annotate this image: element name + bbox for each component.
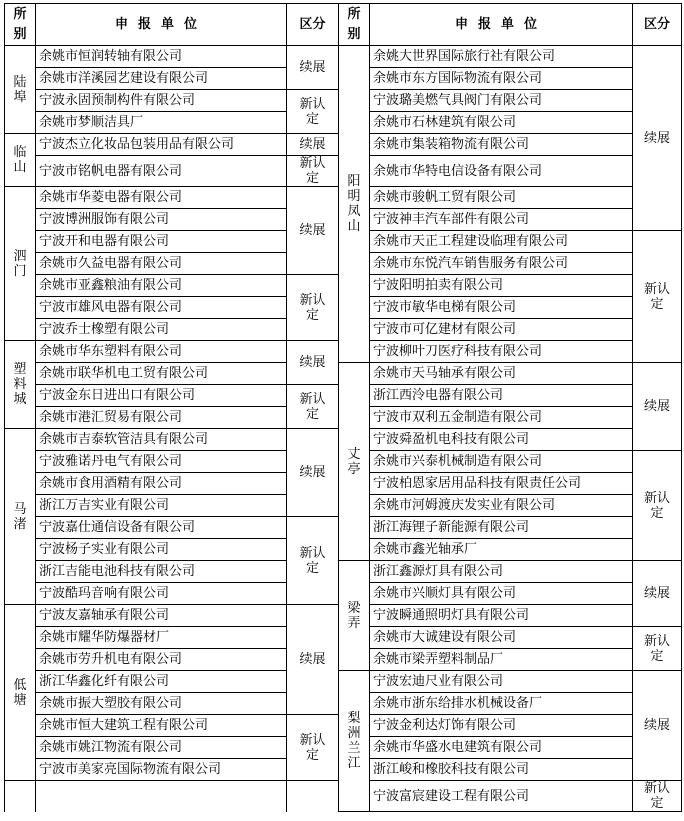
left-region-cell — [5, 187, 36, 341]
left-company-name: 余姚市食用酒精有限公司 — [36, 473, 287, 495]
status-label: 新认定 — [299, 292, 326, 323]
status-label: 新认定 — [299, 156, 326, 186]
right-company-name: 宁波市敏华电梯有限公司 — [370, 297, 633, 319]
status-label: 续展 — [299, 465, 326, 480]
table-row — [5, 561, 682, 583]
left-company-name: 宁波市铭帆电器有限公司 — [36, 156, 287, 187]
status-label: 新认定 — [299, 545, 326, 576]
status-label: 新认定 — [643, 781, 670, 811]
left-company-name: 浙江万吉实业有限公司 — [36, 495, 287, 517]
left-company-name: 余姚市梦顺洁具厂 — [36, 112, 287, 134]
left-company-name: 余姚市耀华防爆器材厂 — [36, 627, 287, 649]
region-label: 陆埠 — [13, 74, 27, 105]
right-company-name: 余姚市石林建筑有限公司 — [370, 112, 633, 134]
region-label: 梁弄 — [347, 600, 361, 631]
right-company-name: 宁波市可亿建材有限公司 — [370, 319, 633, 341]
right-company-name: 余姚市华盛水电建筑有限公司 — [370, 737, 633, 759]
left-company-name: 宁波杰立化妆品包装用品有限公司 — [36, 134, 287, 156]
right-company-name: 余姚市华特电信设备有限公司 — [370, 156, 633, 187]
left-status-cell — [287, 715, 339, 781]
right-company-name: 宁波市双利五金制造有限公司 — [370, 407, 633, 429]
right-status-cell — [633, 46, 682, 231]
region-label: 临山 — [13, 145, 27, 175]
right-company-name: 浙江峻和橡胶科技有限公司 — [370, 759, 633, 781]
status-label: 新认定 — [299, 732, 326, 763]
left-status-cell — [287, 605, 339, 715]
right-status-cell — [633, 627, 682, 671]
header-unit: 申报单位 — [36, 4, 287, 46]
table-row — [5, 46, 682, 68]
right-region-cell — [339, 46, 370, 363]
table-row — [5, 363, 682, 385]
right-company-name: 宁波柏恩家居用品科技有限责任公司 — [370, 473, 633, 495]
right-company-name: 余姚大世界国际旅行社有限公司 — [370, 46, 633, 68]
left-company-name: 宁波博洲服饰有限公司 — [36, 209, 287, 231]
right-company-name: 余姚市兴顺灯具有限公司 — [370, 583, 633, 605]
left-region-cell — [5, 134, 36, 187]
header-category: 区分 — [287, 4, 339, 46]
right-region-cell — [339, 363, 370, 561]
right-company-name: 宁波阳明拍卖有限公司 — [370, 275, 633, 297]
left-company-name: 宁波酷玛音响有限公司 — [36, 583, 287, 605]
left-company-name: 余姚市劳升机电有限公司 — [36, 649, 287, 671]
right-company-name: 余姚市河姆渡庆发实业有限公司 — [370, 495, 633, 517]
left-company-name: 宁波永固预制构件有限公司 — [36, 90, 287, 112]
region-label: 低塘 — [13, 677, 27, 708]
right-company-name: 浙江鑫源灯具有限公司 — [370, 561, 633, 583]
left-company-name: 宁波开和电器有限公司 — [36, 231, 287, 253]
left-status-cell — [287, 275, 339, 341]
right-company-name: 宁波舜盈机电科技有限公司 — [370, 429, 633, 451]
left-company-name: 余姚市恒大建筑工程有限公司 — [36, 715, 287, 737]
status-label: 新认定 — [643, 633, 670, 664]
empty-cell — [36, 781, 287, 812]
header-region: 所别 — [339, 4, 370, 46]
status-label: 续展 — [299, 137, 326, 152]
left-company-name: 宁波市美家亮国际物流有限公司 — [36, 759, 287, 781]
left-company-name: 宁波市雄风电器有限公司 — [36, 297, 287, 319]
right-region-cell — [339, 671, 370, 812]
right-status-cell — [633, 561, 682, 627]
left-status-cell — [287, 187, 339, 275]
left-status-cell — [287, 385, 339, 429]
left-company-name: 余姚市联华机电工贸有限公司 — [36, 363, 287, 385]
status-label: 续展 — [643, 130, 670, 146]
left-company-name: 宁波友嘉轴承有限公司 — [36, 605, 287, 627]
right-company-name: 浙江海锂子新能源有限公司 — [370, 517, 633, 539]
status-label: 续展 — [299, 355, 326, 370]
region-label: 丈亭 — [347, 446, 361, 477]
right-company-name: 余姚市天马轴承有限公司 — [370, 363, 633, 385]
left-company-name: 浙江华鑫化纤有限公司 — [36, 671, 287, 693]
status-label: 续展 — [643, 718, 670, 733]
right-status-cell — [633, 781, 682, 812]
left-company-name: 余姚市恒润转轴有限公司 — [36, 46, 287, 68]
right-status-cell — [633, 451, 682, 561]
left-status-cell — [287, 156, 339, 187]
left-company-name: 余姚市华东塑料有限公司 — [36, 341, 287, 363]
left-company-name: 宁波乔士橡塑有限公司 — [36, 319, 287, 341]
right-status-cell — [633, 671, 682, 781]
right-status-cell — [633, 231, 682, 363]
left-status-cell — [287, 134, 339, 156]
status-label: 续展 — [299, 652, 326, 667]
status-label: 续展 — [643, 399, 670, 414]
right-region-cell — [339, 561, 370, 671]
region-label: 马渚 — [13, 501, 27, 532]
left-company-name: 余姚市久益电器有限公司 — [36, 253, 287, 275]
left-company-name: 余姚市亚鑫粮油有限公司 — [36, 275, 287, 297]
right-company-name: 浙江西泠电器有限公司 — [370, 385, 633, 407]
status-label: 新认定 — [643, 490, 670, 521]
left-status-cell — [287, 90, 339, 134]
left-company-name: 余姚市振大塑胶有限公司 — [36, 693, 287, 715]
left-company-name: 宁波金东日进出口有限公司 — [36, 385, 287, 407]
left-company-name: 宁波嘉仕通信设备有限公司 — [36, 517, 287, 539]
header-category: 区分 — [633, 4, 682, 46]
left-company-name: 余姚市姚江物流有限公司 — [36, 737, 287, 759]
right-company-name: 宁波宏迪尺业有限公司 — [370, 671, 633, 693]
status-label: 新认定 — [299, 391, 326, 422]
status-label: 续展 — [299, 60, 326, 75]
right-status-cell — [633, 363, 682, 451]
empty-cell — [287, 781, 339, 812]
left-status-cell — [287, 46, 339, 90]
left-company-name: 余姚市洋溪园艺建设有限公司 — [36, 68, 287, 90]
right-company-name: 余姚市集装箱物流有限公司 — [370, 134, 633, 156]
right-company-name: 余姚市兴泰机械制造有限公司 — [370, 451, 633, 473]
empty-cell — [5, 781, 36, 812]
right-company-name: 宁波柳叶刀医疗科技有限公司 — [370, 341, 633, 363]
left-company-name: 浙江吉能电池科技有限公司 — [36, 561, 287, 583]
right-company-name: 余姚市大诚建设有限公司 — [370, 627, 633, 649]
left-status-cell — [287, 341, 339, 385]
right-company-name: 余姚市天正工程建设临理有限公司 — [370, 231, 633, 253]
left-company-name: 余姚市港汇贸易有限公司 — [36, 407, 287, 429]
left-status-cell — [287, 517, 339, 605]
header-unit: 申报单位 — [370, 4, 633, 46]
right-company-name: 余姚市鑫光轴承厂 — [370, 539, 633, 561]
status-label: 续展 — [299, 223, 326, 238]
right-company-name: 余姚市东方国际物流有限公司 — [370, 68, 633, 90]
right-company-name: 余姚市东悦汽车销售服务有限公司 — [370, 253, 633, 275]
table-row — [5, 671, 682, 693]
right-company-name: 宁波金利达灯饰有限公司 — [370, 715, 633, 737]
right-company-name: 余姚市浙东给排水机械设备厂 — [370, 693, 633, 715]
left-region-cell — [5, 605, 36, 781]
left-company-name: 宁波杨子实业有限公司 — [36, 539, 287, 561]
right-company-name: 宁波神丰汽车部件有限公司 — [370, 209, 633, 231]
right-company-name: 宁波瞬通照明灯具有限公司 — [370, 605, 633, 627]
left-region-cell — [5, 341, 36, 429]
region-label: 阳明凤山 — [347, 174, 361, 234]
right-company-name: 宁波富宸建设工程有限公司 — [370, 781, 633, 812]
region-label: 塑料城 — [13, 362, 27, 407]
registration-table — [4, 3, 682, 812]
right-company-name: 余姚市梁弄塑料制品厂 — [370, 649, 633, 671]
left-company-name: 余姚市华菱电器有限公司 — [36, 187, 287, 209]
left-status-cell — [287, 429, 339, 517]
status-label: 续展 — [643, 586, 670, 601]
status-label: 新认定 — [643, 281, 670, 312]
right-company-name: 余姚市骏帆工贸有限公司 — [370, 187, 633, 209]
left-region-cell — [5, 429, 36, 605]
header-region: 所别 — [5, 4, 36, 46]
right-company-name: 宁波璐美燃气具阀门有限公司 — [370, 90, 633, 112]
left-region-cell — [5, 46, 36, 134]
status-label: 新认定 — [299, 96, 326, 127]
left-company-name: 余姚市吉泰软管洁具有限公司 — [36, 429, 287, 451]
region-label: 梨洲兰江 — [347, 711, 361, 771]
left-company-name: 宁波雅诺丹电气有限公司 — [36, 451, 287, 473]
region-label: 泗门 — [13, 248, 27, 279]
